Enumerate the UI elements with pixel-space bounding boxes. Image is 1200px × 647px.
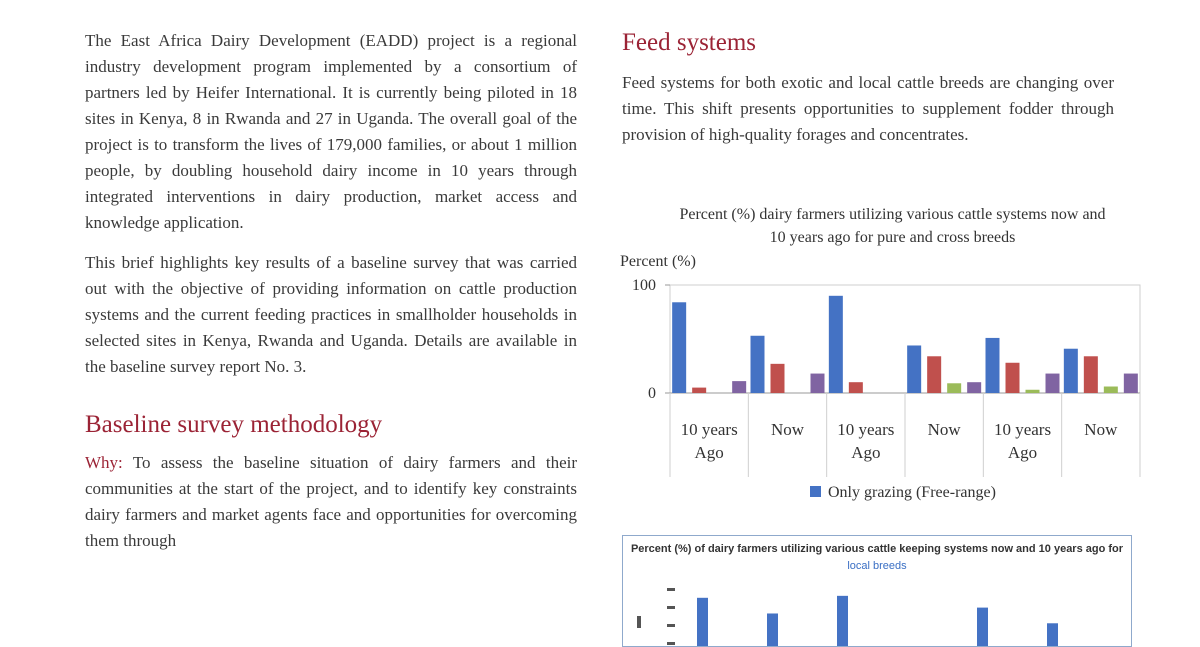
right-column [622,28,1114,162]
chart1-bar [751,336,765,393]
chart2-y-tick [667,642,675,645]
chart1-bar [907,345,921,393]
chart1-category-label: Now [927,420,961,439]
chart1-category-label: Now [770,420,805,439]
chart1-bar [1006,363,1020,393]
intro-paragraph-2: This brief highlights key results of a baseline survey that was carried out with the objective of providing information on cattle production systems and the current feeding practices in smallholder households in selected sites in Kenya, Rwanda and Uganda. Details are available in the baseline survey report No. 3. [85,253,577,376]
chart1-legend-label: Only grazing (Free-range) [828,484,996,501]
chart1-bar [1046,374,1060,393]
intro-paragraph-1: The East Africa Dairy Development (EADD) project is a regional industry development program implemented by a consortium of partners led by Heifer International. It is currently being piloted in 18 sites in Kenya, 8 in Rwanda and 27 in Uganda. The overall goal of the project is to transform the lives of 179,000 families, or about 1 million people, by doubling household dairy income in 10 years through integrated interventions in dairy production, market access and knowledge application. [85,31,577,232]
chart1-bar [927,356,941,393]
chart2-y-tick [667,588,675,591]
chart1-bar [811,374,825,393]
chart1-y-tick-label: 0 [648,385,656,402]
chart1-legend-swatch [810,486,821,497]
chart2-y-tick [667,624,675,627]
methodology-heading: Baseline survey methodology [85,411,383,438]
chart1-bar [692,388,706,393]
why-text: To assess the baseline situation of dairy farmers and their communities at the start of the project, and to identify key constraints dairy farmers and market agents face and opportunities for overcoming them through [85,453,577,550]
chart1-title: Percent (%) dairy farmers utilizing various cattle systems now and 10 years ago for pure and cross breeds [679,206,1106,246]
chart1-bar [1104,387,1118,393]
chart1-bar [967,382,981,393]
chart1-ylabel: Percent (%) [620,253,696,270]
chart1-bar [771,364,785,393]
chart1-bar [732,381,746,393]
chart2-plot [623,536,1131,646]
chart2-title-highlight: local breeds [847,560,907,572]
chart1-bar [829,296,843,393]
chart1-bar [672,302,686,393]
chart2-bar [697,598,708,646]
chart1-bar [1026,390,1040,393]
feed-systems-paragraph: Feed systems for both exotic and local cattle breeds are changing over time. This shift presents opportunities to supplement fodder through provision of high-quality forages and concentrates. [622,73,1114,144]
chart1-category-label: 10 years Ago [993,420,1052,462]
chart1-category-label: 10 years Ago [680,420,738,462]
feed-systems-heading: Feed systems [622,29,757,56]
chart1-category-label: 10 years Ago [837,420,895,462]
chart1-bar [1064,349,1078,393]
chart2-bar [1047,623,1058,646]
chart2-bar [837,596,848,646]
chart2-y-tick [667,606,675,609]
why-paragraph [85,450,577,554]
chart1-bar [849,382,863,393]
chart2-y-label-mark [637,616,641,628]
chart2-figure [622,535,1132,647]
chart1-bar [986,338,1000,393]
left-column [85,28,577,568]
chart1-plot-area [670,285,1140,393]
chart2-bar [767,613,778,646]
chart1-bar [947,383,961,393]
why-label: Why: [85,453,123,472]
chart1-category-label: Now [1084,420,1118,439]
chart2-title-main: Percent (%) of dairy farmers utilizing various cattle keeping systems now and 10 years ago for [630,543,1124,555]
chart1-y-tick-label: 100 [632,277,656,294]
chart1-bar [1124,374,1138,393]
chart2-bar [977,608,988,646]
chart1-bar [1084,356,1098,393]
